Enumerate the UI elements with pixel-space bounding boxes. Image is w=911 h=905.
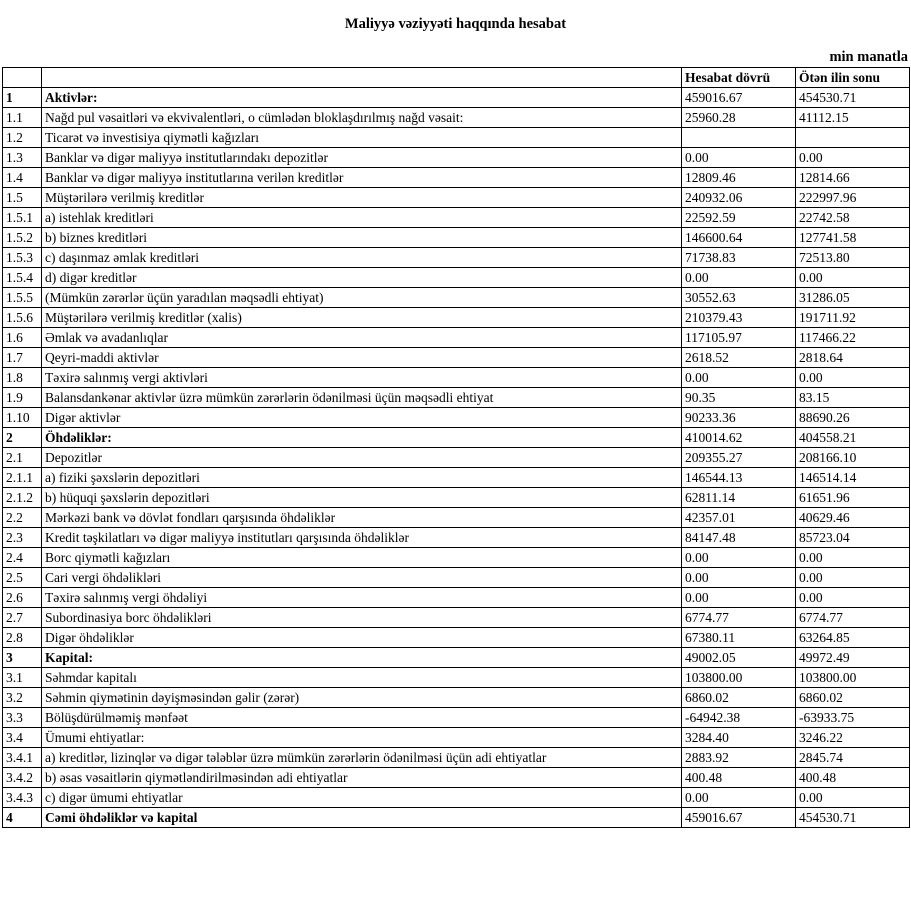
row-label: Ticarət və investisiya qiymətli kağızları [42, 128, 682, 148]
row-current-value: 0.00 [682, 268, 796, 288]
row-label: Aktivlər: [42, 88, 682, 108]
row-previous-value: 0.00 [796, 268, 910, 288]
row-label: b) hüquqi şəxslərin depozitləri [42, 488, 682, 508]
row-label: a) fiziki şəxslərin depozitləri [42, 468, 682, 488]
table-row [3, 808, 910, 828]
row-label: Digər öhdəliklər [42, 628, 682, 648]
row-previous-value: 40629.46 [796, 508, 910, 528]
table-row [3, 448, 910, 468]
row-previous-value: 6860.02 [796, 688, 910, 708]
row-previous-value: 117466.22 [796, 328, 910, 348]
table-row [3, 148, 910, 168]
row-current-value: 103800.00 [682, 668, 796, 688]
row-previous-value: 222997.96 [796, 188, 910, 208]
row-current-value: 49002.05 [682, 648, 796, 668]
row-label: Borc qiymətli kağızları [42, 548, 682, 568]
table-row [3, 168, 910, 188]
row-code: 3.4.3 [3, 788, 42, 808]
row-current-value [682, 128, 796, 148]
row-previous-value: 49972.49 [796, 648, 910, 668]
row-label: a) kreditlər, lizinqlər və digər tələblər üzrə mümkün zərərlərin ödənilməsi üçün adi ehtiyatlar [42, 748, 682, 768]
table-row [3, 208, 910, 228]
row-previous-value: 0.00 [796, 148, 910, 168]
row-previous-value: 2845.74 [796, 748, 910, 768]
row-previous-value: 103800.00 [796, 668, 910, 688]
table-row [3, 128, 910, 148]
row-code: 4 [3, 808, 42, 828]
row-current-value: -64942.38 [682, 708, 796, 728]
row-label: Depozitlər [42, 448, 682, 468]
row-previous-value: 0.00 [796, 368, 910, 388]
row-label: Qeyri-maddi aktivlər [42, 348, 682, 368]
row-label: Cari vergi öhdəlikləri [42, 568, 682, 588]
row-previous-value: 454530.71 [796, 808, 910, 828]
row-previous-value: 127741.58 [796, 228, 910, 248]
row-code: 1.3 [3, 148, 42, 168]
row-current-value: 84147.48 [682, 528, 796, 548]
row-code: 3.1 [3, 668, 42, 688]
row-label: Səhmdar kapitalı [42, 668, 682, 688]
row-current-value: 12809.46 [682, 168, 796, 188]
row-current-value: 90233.36 [682, 408, 796, 428]
row-code: 3.4.2 [3, 768, 42, 788]
row-label: Səhmin qiymətinin dəyişməsindən gəlir (zərər) [42, 688, 682, 708]
row-label: Banklar və digər maliyyə institutlarına verilən kreditlər [42, 168, 682, 188]
row-previous-value: 454530.71 [796, 88, 910, 108]
row-label: (Mümkün zərərlər üçün yaradılan məqsədli ehtiyat) [42, 288, 682, 308]
row-label: b) biznes kreditləri [42, 228, 682, 248]
table-row [3, 728, 910, 748]
row-current-value: 2883.92 [682, 748, 796, 768]
page-title: Maliyyə vəziyyəti haqqında hesabat [344, 16, 567, 32]
header-current-period: Hesabat dövrü [682, 68, 796, 88]
table-row [3, 748, 910, 768]
row-current-value: 459016.67 [682, 808, 796, 828]
row-code: 3 [3, 648, 42, 668]
row-previous-value: -63933.75 [796, 708, 910, 728]
table-row [3, 268, 910, 288]
row-current-value: 146544.13 [682, 468, 796, 488]
row-code: 2 [3, 428, 42, 448]
row-previous-value: 0.00 [796, 588, 910, 608]
row-code: 1.5 [3, 188, 42, 208]
row-code: 1.6 [3, 328, 42, 348]
row-label: Öhdəliklər: [42, 428, 682, 448]
header-code-column [3, 68, 42, 88]
row-current-value: 6774.77 [682, 608, 796, 628]
row-label: d) digər kreditlər [42, 268, 682, 288]
row-code: 2.5 [3, 568, 42, 588]
row-label: a) istehlak kreditləri [42, 208, 682, 228]
row-code: 3.2 [3, 688, 42, 708]
row-code: 1.5.2 [3, 228, 42, 248]
row-label: Subordinasiya borc öhdəlikləri [42, 608, 682, 628]
table-row [3, 288, 910, 308]
table-row [3, 688, 910, 708]
row-label: Əmlak və avadanlıqlar [42, 328, 682, 348]
row-current-value: 3284.40 [682, 728, 796, 748]
row-label: Müştərilərə verilmiş kreditlər (xalis) [42, 308, 682, 328]
header-row [3, 68, 910, 88]
row-current-value: 0.00 [682, 368, 796, 388]
row-code: 1 [3, 88, 42, 108]
row-previous-value: 31286.05 [796, 288, 910, 308]
row-code: 2.1.2 [3, 488, 42, 508]
row-label: Müştərilərə verilmiş kreditlər [42, 188, 682, 208]
row-label: Banklar və digər maliyyə institutlarındakı depozitlər [42, 148, 682, 168]
row-previous-value: 61651.96 [796, 488, 910, 508]
row-current-value: 410014.62 [682, 428, 796, 448]
row-code: 1.9 [3, 388, 42, 408]
table-row [3, 228, 910, 248]
row-current-value: 0.00 [682, 588, 796, 608]
table-row [3, 648, 910, 668]
row-code: 1.5.3 [3, 248, 42, 268]
row-code: 1.5.5 [3, 288, 42, 308]
table-row [3, 408, 910, 428]
row-current-value: 6860.02 [682, 688, 796, 708]
row-current-value: 0.00 [682, 788, 796, 808]
table-row [3, 348, 910, 368]
table-row [3, 428, 910, 448]
row-previous-value: 146514.14 [796, 468, 910, 488]
row-code: 2.3 [3, 528, 42, 548]
row-code: 1.2 [3, 128, 42, 148]
row-label: Kredit təşkilatları və digər maliyyə institutları qarşısında öhdəliklər [42, 528, 682, 548]
row-previous-value: 41112.15 [796, 108, 910, 128]
row-current-value: 71738.83 [682, 248, 796, 268]
row-label: Cəmi öhdəliklər və kapital [42, 808, 682, 828]
row-current-value: 67380.11 [682, 628, 796, 648]
row-previous-value [796, 128, 910, 148]
row-current-value: 42357.01 [682, 508, 796, 528]
table-row [3, 548, 910, 568]
row-label: Təxirə salınmış vergi aktivləri [42, 368, 682, 388]
row-code: 2.7 [3, 608, 42, 628]
row-previous-value: 404558.21 [796, 428, 910, 448]
row-code: 1.5.6 [3, 308, 42, 328]
row-previous-value: 3246.22 [796, 728, 910, 748]
row-current-value: 2618.52 [682, 348, 796, 368]
table-row [3, 188, 910, 208]
row-current-value: 0.00 [682, 148, 796, 168]
row-previous-value: 85723.04 [796, 528, 910, 548]
row-label: Digər aktivlər [42, 408, 682, 428]
row-current-value: 240932.06 [682, 188, 796, 208]
table-row [3, 488, 910, 508]
table-row [3, 468, 910, 488]
row-code: 2.6 [3, 588, 42, 608]
row-code: 1.5.4 [3, 268, 42, 288]
row-previous-value: 400.48 [796, 768, 910, 788]
row-previous-value: 12814.66 [796, 168, 910, 188]
row-previous-value: 191711.92 [796, 308, 910, 328]
unit-note: min manatla [829, 49, 908, 65]
table-body [3, 88, 910, 828]
row-current-value: 62811.14 [682, 488, 796, 508]
table-row [3, 528, 910, 548]
row-label: c) daşınmaz əmlak kreditləri [42, 248, 682, 268]
table-row [3, 768, 910, 788]
row-previous-value: 0.00 [796, 548, 910, 568]
row-code: 2.1 [3, 448, 42, 468]
row-current-value: 30552.63 [682, 288, 796, 308]
financial-statement-table [2, 67, 910, 828]
row-previous-value: 22742.58 [796, 208, 910, 228]
row-code: 3.4.1 [3, 748, 42, 768]
row-previous-value: 0.00 [796, 568, 910, 588]
table-row [3, 708, 910, 728]
row-previous-value: 63264.85 [796, 628, 910, 648]
row-code: 2.2 [3, 508, 42, 528]
row-previous-value: 83.15 [796, 388, 910, 408]
row-code: 3.3 [3, 708, 42, 728]
table-row [3, 608, 910, 628]
row-current-value: 0.00 [682, 568, 796, 588]
table-row [3, 108, 910, 128]
row-code: 1.10 [3, 408, 42, 428]
row-code: 2.4 [3, 548, 42, 568]
row-label: Təxirə salınmış vergi öhdəliyi [42, 588, 682, 608]
row-previous-value: 208166.10 [796, 448, 910, 468]
table-row [3, 308, 910, 328]
table-row [3, 388, 910, 408]
row-current-value: 90.35 [682, 388, 796, 408]
row-code: 1.8 [3, 368, 42, 388]
row-code: 2.8 [3, 628, 42, 648]
row-previous-value: 0.00 [796, 788, 910, 808]
row-current-value: 146600.64 [682, 228, 796, 248]
row-current-value: 25960.28 [682, 108, 796, 128]
row-previous-value: 2818.64 [796, 348, 910, 368]
row-label: c) digər ümumi ehtiyatlar [42, 788, 682, 808]
row-current-value: 209355.27 [682, 448, 796, 468]
row-code: 1.4 [3, 168, 42, 188]
table-row [3, 328, 910, 348]
table-row [3, 668, 910, 688]
table-row [3, 248, 910, 268]
row-code: 1.1 [3, 108, 42, 128]
row-current-value: 117105.97 [682, 328, 796, 348]
header-label-column [42, 68, 682, 88]
header-previous-period: Ötən ilin sonu [796, 68, 910, 88]
row-previous-value: 6774.77 [796, 608, 910, 628]
row-label: b) əsas vəsaitlərin qiymətləndirilməsindən adi ehtiyatlar [42, 768, 682, 788]
row-label: Bölüşdürülməmiş mənfəət [42, 708, 682, 728]
row-current-value: 400.48 [682, 768, 796, 788]
row-current-value: 0.00 [682, 548, 796, 568]
row-label: Kapital: [42, 648, 682, 668]
row-label: Mərkəzi bank və dövlət fondları qarşısında öhdəliklər [42, 508, 682, 528]
row-code: 2.1.1 [3, 468, 42, 488]
row-current-value: 210379.43 [682, 308, 796, 328]
row-code: 3.4 [3, 728, 42, 748]
table-row [3, 568, 910, 588]
row-code: 1.7 [3, 348, 42, 368]
row-label: Nağd pul vəsaitləri və ekvivalentləri, o cümlədən bloklaşdırılmış nağd vəsait: [42, 108, 682, 128]
row-code: 1.5.1 [3, 208, 42, 228]
table-row [3, 788, 910, 808]
row-previous-value: 88690.26 [796, 408, 910, 428]
row-current-value: 22592.59 [682, 208, 796, 228]
row-current-value: 459016.67 [682, 88, 796, 108]
table-row [3, 628, 910, 648]
row-label: Ümumi ehtiyatlar: [42, 728, 682, 748]
table-row [3, 588, 910, 608]
row-label: Balansdankənar aktivlər üzrə mümkün zərərlərin ödənilməsi üçün məqsədli ehtiyat [42, 388, 682, 408]
table-row [3, 368, 910, 388]
table-row [3, 88, 910, 108]
row-previous-value: 72513.80 [796, 248, 910, 268]
table-row [3, 508, 910, 528]
